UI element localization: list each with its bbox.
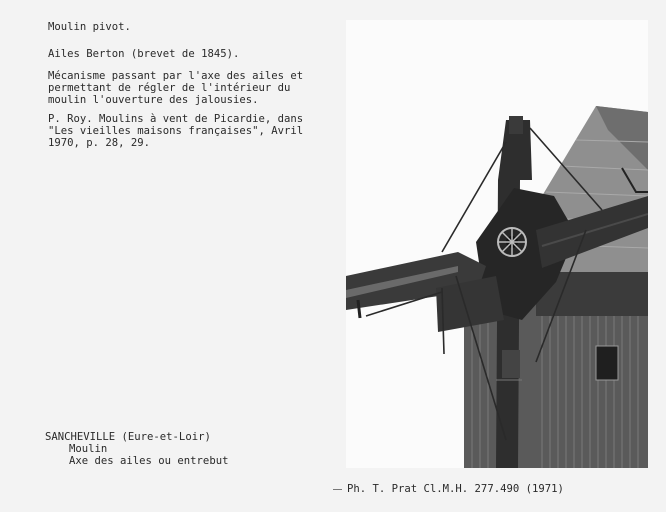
reference-line-2: "Les vieilles maisons françaises", Avril — [48, 125, 304, 137]
mecanisme-line-1: Mécanisme passant par l'axe des ailes et — [48, 70, 304, 82]
reference-line-1: P. Roy. Moulins à vent de Picardie, dans — [48, 113, 304, 125]
photo-credit: Ph. T. Prat Cl.M.H. 277.490 (1971) — [347, 483, 564, 495]
location-label: SANCHEVILLE (Eure-et-Loir) — [45, 431, 211, 443]
subject-label: Axe des ailes ou entrebut — [69, 455, 229, 467]
mecanisme-paragraph — [48, 70, 303, 106]
mecanisme-line-2: permettant de régler de l'intérieur du — [48, 82, 291, 94]
building-label: Moulin — [69, 443, 108, 455]
mill-window — [596, 346, 618, 380]
card-title: Moulin pivot. — [48, 21, 131, 33]
windmill-photo — [346, 20, 648, 468]
ailes-line: Ailes Berton (brevet de 1845). — [48, 48, 240, 60]
windmill-illustration — [346, 20, 648, 468]
reference-paragraph — [48, 113, 303, 149]
mecanisme-line-3: moulin l'ouverture des jalousies. — [48, 94, 259, 106]
credit-dash — [333, 489, 342, 490]
reference-line-3: 1970, p. 28, 29. — [48, 137, 151, 149]
